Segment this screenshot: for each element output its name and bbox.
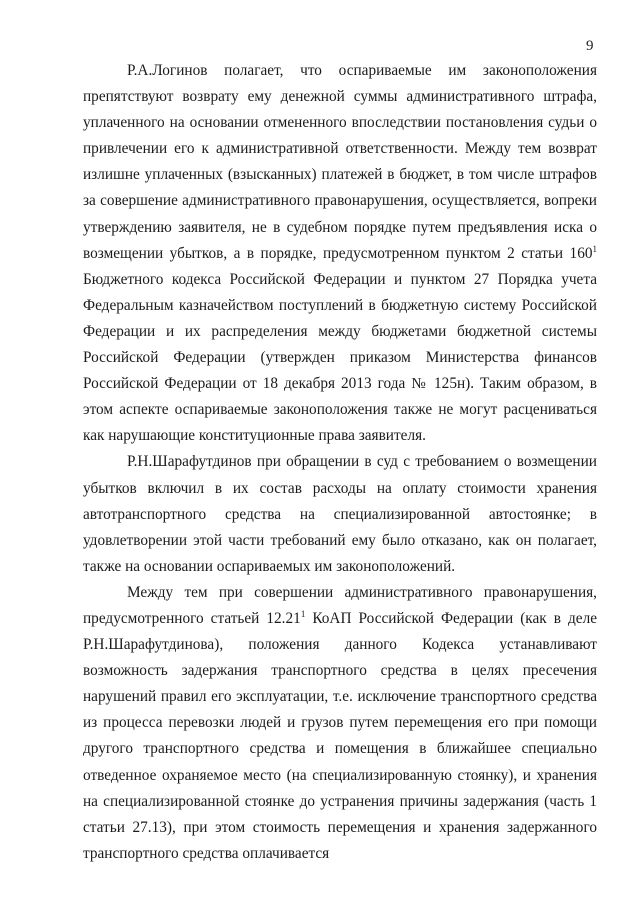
page-number: 9 — [586, 38, 594, 54]
paragraph-sharafutdinov — [83, 449, 597, 579]
paragraph-meanwhile — [83, 580, 597, 867]
paragraph-loginov — [83, 58, 597, 449]
paragraph-text: Р.А.Логинов полагает, что оспариваемые им законоположения препятствуют возврату ему денежной суммы административного штрафа, уплаченного на основании отмененного впоследствии постановления судьи о привлечении его к административной ответственности. Между тем возврат излишне уплаченных (взысканных) платежей в бюджет, в том числе штрафов за совершение административного правонарушения, осуществляется, вопреки утверждению заявителя, не в судебном порядке путем предъявления иска о возмещении убытков, а в порядке, предусмотренном пунктом 2 статьи 160 — [83, 62, 597, 262]
paragraph-text: Между тем при совершении административного правонарушения, предусмотренного статьей 12.21 — [83, 583, 597, 627]
document-body — [83, 58, 597, 867]
superscript-index: 1 — [300, 608, 306, 619]
paragraph-text: КоАП Российской Федерации (как в деле Р.Н.Шарафутдинова), положения данного Кодекса устанавливают возможность задержания транспортного средства в целях пресечения нарушений правил его эксплуатации, т.е. исключение транспортного средства из процесса перевозки людей и грузов путем перемещения его при помощи другого транспортного средства и помещения в ближайшее специально отведенное охраняемое место (на специализированную стоянку), и хранения на специализированной стоянке до устранения причины задержания (часть 1 статьи 27.13), при этом стоимость перемещения и хранения задержанного транспортного средства оплачивается — [83, 609, 597, 862]
paragraph-text: Бюджетного кодекса Российской Федерации и пунктом 27 Порядка учета Федеральным казначейством поступлений в бюджетную систему Российской Федерации и их распределения между бюджетами бюджетной системы Российской Федерации (утвержден приказом Министерства финансов Российской Федерации от 18 декабря 2013 года № 125н). Таким образом, в этом аспекте оспариваемые законоположения также не могут расцениваться как нарушающие конституционные права заявителя. — [83, 270, 597, 445]
superscript-index: 1 — [592, 243, 597, 254]
paragraph-text: Р.Н.Шарафутдинов при обращении в суд с требованием о возмещении убытков включил в их состав расходы на оплату стоимости хранения автотранспортного средства на специализированной автостоянке; в удовлетворении этой части требований ему было отказано, как он полагает, также на основании оспариваемых им законоположений. — [83, 453, 597, 575]
